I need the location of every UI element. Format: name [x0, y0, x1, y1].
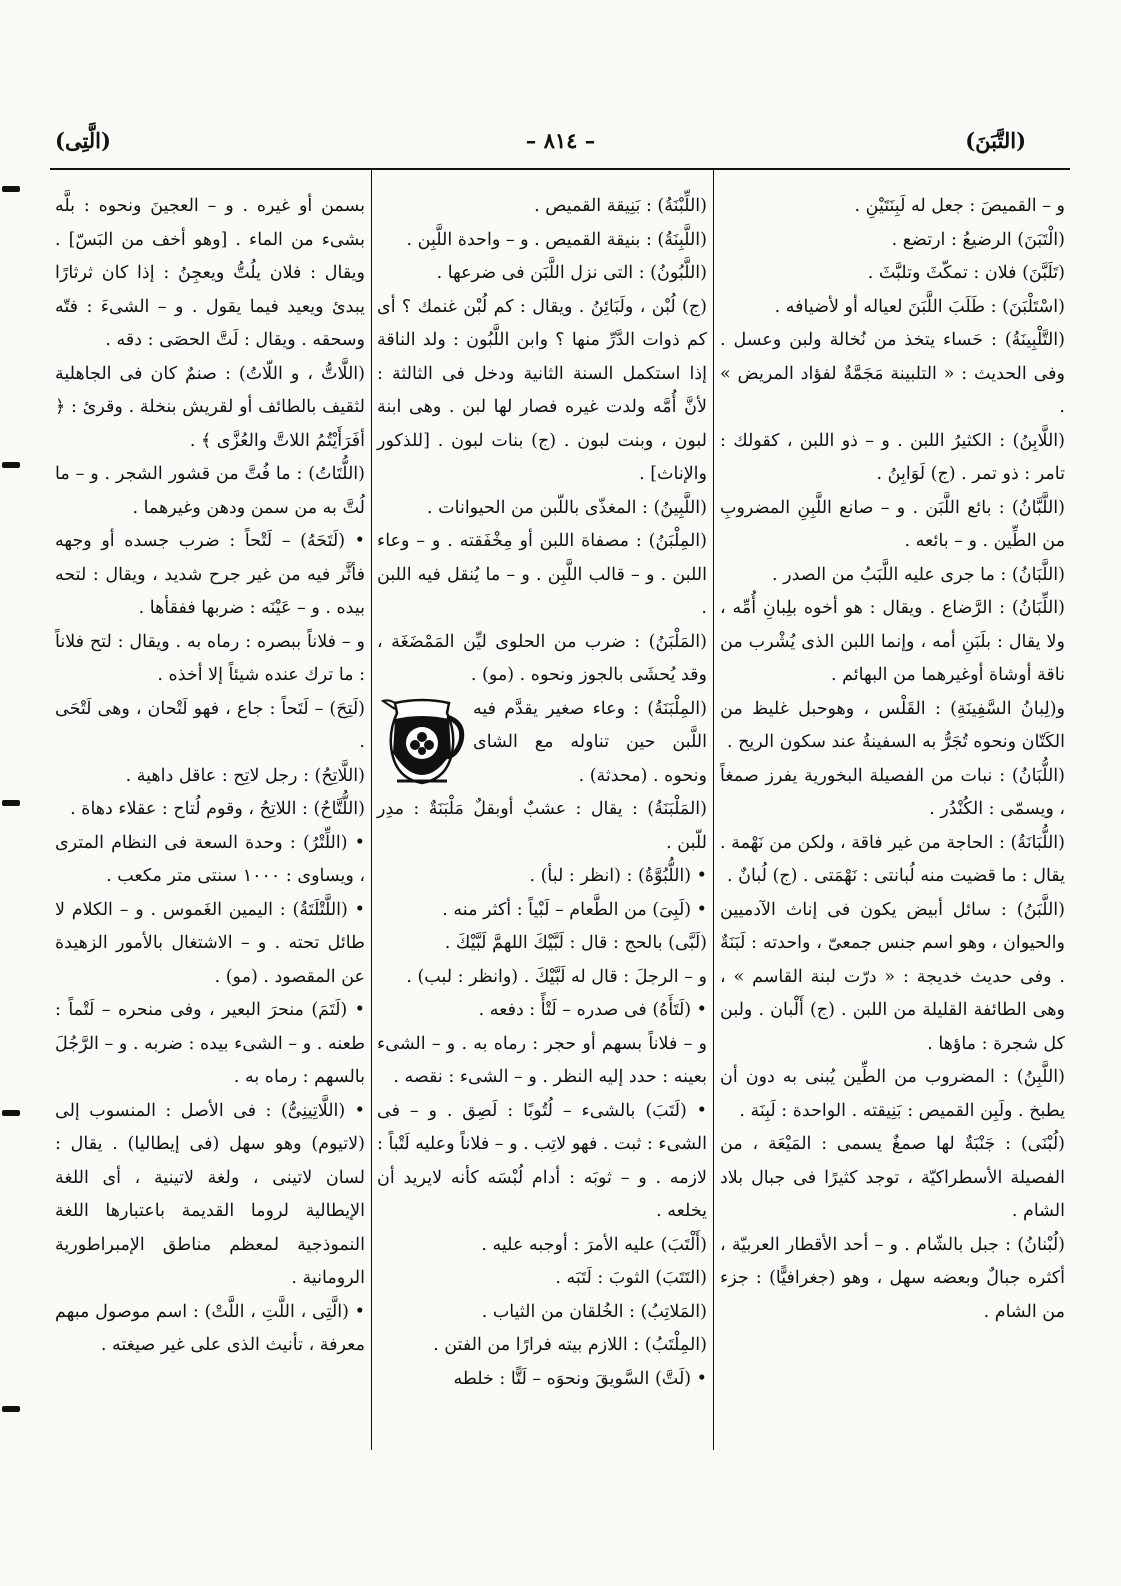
entry: (أَلْتَبَ) عليه الأمرَ : أوجبه عليه . [481, 1234, 707, 1255]
entry: (لَتِحَ) – لَتَحاً : جاع ، فهو لَتْحان ، وهى لَتْحَى . [55, 698, 365, 752]
entry: (اللِّبْنَةُ) : بَنِيقة القميص . [534, 196, 707, 216]
column-divider-right [713, 170, 714, 1450]
entry: • (اللُّبُوَّةُ) : (انظر : لبأ) . [529, 866, 707, 886]
entry: (المَلْبَنُ) : ضرب من الحلوى ليِّن المَمْضَغَة ، وقد يُحشَى بالجوز ونحوه . (مو) . [377, 631, 707, 685]
entry: • (لَتَحَهُ) – لَتْحاً : ضرب جسده أو وجهه فأثَّر فيه من غير جرح شديد ، ويقال : لتحه بيده . و – عَيْنَه : ضربها ففقأها . [55, 531, 365, 618]
margin-mark [2, 800, 20, 806]
margin-mark [2, 1406, 20, 1412]
entry: (اللَّبِنُ) : المضروب من الطِّين يُبنى به دون أن يطبخ . ولَبِن القميص : بَنِيقته . الواحدة : لَبِنَة . [720, 1067, 1065, 1121]
entry: (اللَّبِنَةُ) : بنيقة القميص . و – واحدة اللَّبِن . [406, 229, 707, 250]
page-number: – ٨١٤ – [525, 128, 596, 153]
entry: (اللَّاتُّ ، و اللّاتُ) : صنمٌ كان فى الجاهلية لثقيف بالطائف أو لقريش بنخلة . وقرئ : ﴿ أفَرَأَيْتُمُ اللاتَّ والعُزَّى ﴾ . [55, 363, 365, 451]
margin-mark [2, 462, 20, 468]
entry: (ج) لُبْن ، ولَبَائِنُ . ويقال : كم لُبْن غنمك ؟ أى كم ذوات الدَّرِّ منها ؟ وابن اللَّبُون : ولد الناقة إذا استكمل السنة الثانية ودخل فى الثالثة : لأنَّ أُمَّه ولدت غيره فصار لها لبن . وهى ابنة لبون ، وبنت لبون . (ج) بنات لبون . [للذكور والإناث] . [377, 296, 707, 484]
entry: (لُبْنَى) : جَنْبَةٌ لها صمغٌ يسمى : المَيْعَة ، من الفصيلة الأسطراكيّة ، توجد كثيرًا فى جبال بلاد الشام . [720, 1134, 1065, 1221]
entry: و – القميصَ : جعل له لَبِنَتَيْنِ . [854, 196, 1065, 216]
margin-mark [2, 1110, 20, 1116]
column-right [720, 190, 1065, 1329]
running-head-left: (الَّتِى) [55, 128, 111, 153]
entry: (اللَّبُونُ) : التى نزل اللَّبَن فى ضرعها . [436, 263, 707, 283]
entry: • (لَتَّ) السَّويقَ ونحوَه – لَتًّا : خلطه [453, 1368, 707, 1389]
column-middle [377, 190, 707, 1396]
column-left [55, 190, 365, 1363]
entry: (المِلْبَنَةُ) : وعاء صغير يقدَّم فيه اللَّبن حين تناوله مع الشاى ونحوه . (محدثة) . [473, 698, 707, 786]
entry: (اسْتَلْبَنَ) : طَلَبَ اللَّبَنَ لعياله أو لأضيافه . [774, 296, 1065, 317]
entry: (المِلْتَبُ) : اللازم بيته فرارًا من الفتن . [433, 1335, 707, 1355]
entry: (اللِّبَانُ) : الرَّضاع . ويقال : هو أخوه بلِبانِ أُمِّه ، ولا يقال : بلَبَنِ أمه ، وإنما اللبن الذى يُشْرب من ناقة أوشاة أوغيرهما من البهائم . [720, 598, 1065, 685]
entry: (اللَّبَانُ) : ما جرى عليه اللَّبَبُ من الصدر . [772, 564, 1065, 585]
entry: (المِلْبَنُ) : مصفاة اللبن أو مِخْفَقته . و – وعاء اللبن . و – قالب اللَّبِن . و – ما يُنقل فيه اللبن . [377, 531, 707, 618]
entry: (اللَّبِينُ) : المغذّى باللّبن من الحيوانات . [427, 497, 707, 518]
entry: (اللَّاتِحُ) : رجل لاتِح : عاقل داهية . [125, 765, 365, 786]
entry: و(لِبانُ السَّفِينَةِ) : القَلْس ، وهوحبل غليظ من الكَتّان ونحوه تُجَرُّ به السفينةُ عند سكون الريح . [720, 698, 1065, 752]
entry: • (لَتَأَهُ) فى صدره – لَتْأً : دفعه . [478, 1000, 707, 1020]
entry: و – فلاناً ببصره : رماه به . ويقال : لتح فلاناً : ما ترك عنده شيئاً إلا أخذه . [55, 631, 365, 685]
entry: (اللَّبَنُ) : سائل أبيض يكون فى إناث الآدميين والحيوان ، وهو اسم جنس جمعىّ ، واحدته : لَبَنَةٌ . وفى حديث خديجة : « درّت لبنة القاسم » ، وهى الطائفة القليلة من اللبن . (ج) أَلْبان . ولبن كل شجرة : ماؤها . [720, 899, 1065, 1054]
entry: (اللَّابِنُ) : الكثيرُ اللبن . و – ذو اللبن ، كقولك : تامر : ذو تمر . (ج) لَوَابِنُ . [720, 430, 1065, 484]
entry: (تَلَبَّنَ) فلان : تمكّثَ وتلبَّثَ . [867, 263, 1065, 283]
entry: • (الَّتِى ، اللَّتِ ، اللَّتْ) : اسم موصول مبهم معرفة ، تأنيث الذى على غير صيغته . [55, 1301, 365, 1355]
entry: • (لَتَبَ) بالشىء – لُتُوبًا : لَصِق . و – فى الشىء : ثبت . فهو لاتِب . و – فلاناً وعليه لَتْباً : لازمه . و – ثوبَه : أدام لُبْسَه كأنه لايريد أن يخلعه . [377, 1100, 707, 1221]
running-head-right: (التَّبَنَ) [965, 128, 1026, 153]
entry: • (اللِّتْرُ) : وحدة السعة فى النظام المترى ، ويساوى : ١٠٠٠ سنتى متر مكعب . [55, 832, 365, 886]
entry: (المَلاتِبُ) : الخُلقان من الثياب . [481, 1301, 707, 1322]
entry: (اللُّتَّاحُ) : اللاتِحُ ، وقوم لُتاح : عقلاء دهاة . [70, 799, 365, 819]
entry: (التَتَبَ) الثوبَ : لَتَبَه . [555, 1268, 707, 1288]
margin-mark [2, 186, 20, 192]
entry: (اللُّبَانَةُ) : الحاجة من غير فاقة ، ولكن من نَهْمة . يقال : ما قضيت منه لُبانتى : نَهْمَتى . (ج) لُبانٌ . [720, 832, 1065, 886]
entry: • (لَبِىَ) من الطَّعام – لَبْياً : أكثر منه . [442, 899, 707, 920]
entry: (الْتَبَنَ) الرضيعُ : ارتضع . [891, 229, 1065, 250]
entry: (اللُّتَاتُ) : ما فُتَّ من قشور الشجر . و – ما لُتَّ به من سمن ودهن وغيرهما . [55, 464, 365, 518]
column-divider-left [371, 170, 372, 1450]
entry: (لُبْنانُ) : جبل بالشّام . و – أحد الأقطار العربيّة ، أكثره جبالٌ وبعضه سهل ، وهو (جغرافيًّا) : جزء من الشام . [720, 1234, 1065, 1322]
entry: • (لَتَمَ) منحرَ البعير ، وفى منحره – لَتْماً : طعنه . و – الشىء بيده : ضربه . و – الرَّجُلَ بالسهم : رماه به . [55, 1000, 365, 1087]
entry: (المَلْبَنَةُ) : يقال : عشبٌ أوبقلٌ مَلْبَنَةٌ : مدِر للّبن . [377, 799, 707, 853]
entry: و – الرجلَ : قال له لَبَّيْكَ . (وانظر : لبب) . [406, 966, 707, 987]
entry: (التَّلْبِينَةُ) : حَساء يتخذ من نُخالة ولبن وعسل . وفى الحديث : « التلبينة مَجَمَّةٌ لفؤاد المريض » . [720, 330, 1065, 417]
header-rule [50, 168, 1070, 170]
entry: بسمن أو غيره . و – العجينَ ونحوه : بلَّه بشىء من الماء . [وهو أخف من البَسّ] . ويقال : فلان يلُتُّ ويعجِنُ : إذا كان ثرثارًا يبدئ ويعيد فيما يقول . و – الشىءَ : فتّه وسحقه . ويقال : لَتَّ الحصَى : دقه . [55, 196, 365, 350]
entry: • (اللَّاتِينِىُّ) : فى الأصل : المنسوب إلى (لاتيوم) وهو سهل (فى إيطاليا) . يقال : لسان لاتينى ، ولغة لاتينية ، أى اللغة الإيطالية لروما القديمة باعتبارها اللغة النموذجية لمعظم مناطق الإمبراطورية الرومانية . [55, 1100, 365, 1288]
entry: (اللَّبَّانُ) : بائع اللَّبَن . و – صانع اللَّبِنِ المضروبِ من الطِّين . و – بائعه . [720, 497, 1065, 551]
milk-jug-illustration [377, 695, 467, 787]
entry: • (اللَّتْلَتَةُ) : اليمين الغَموس . و – الكلام لا طائل تحته . و – الاشتغال بالأمور الزهيدة عن المقصود . (مو) . [55, 899, 365, 987]
entry: (لَبَّى) بالحج : قال : لَبَّيْكَ اللهمَّ لَبَّيْكَ . [444, 933, 707, 953]
entry: (اللُّبَانُ) : نبات من الفصيلة البخورية يفرز صمغاً ، ويسمّى : الكُنْدُر . [720, 765, 1065, 819]
entry: و – فلاناً بسهم أو حجر : رماه به . و – الشىء بعينه : حدد إليه النظر . و – الشىء : نقصه . [377, 1033, 707, 1087]
